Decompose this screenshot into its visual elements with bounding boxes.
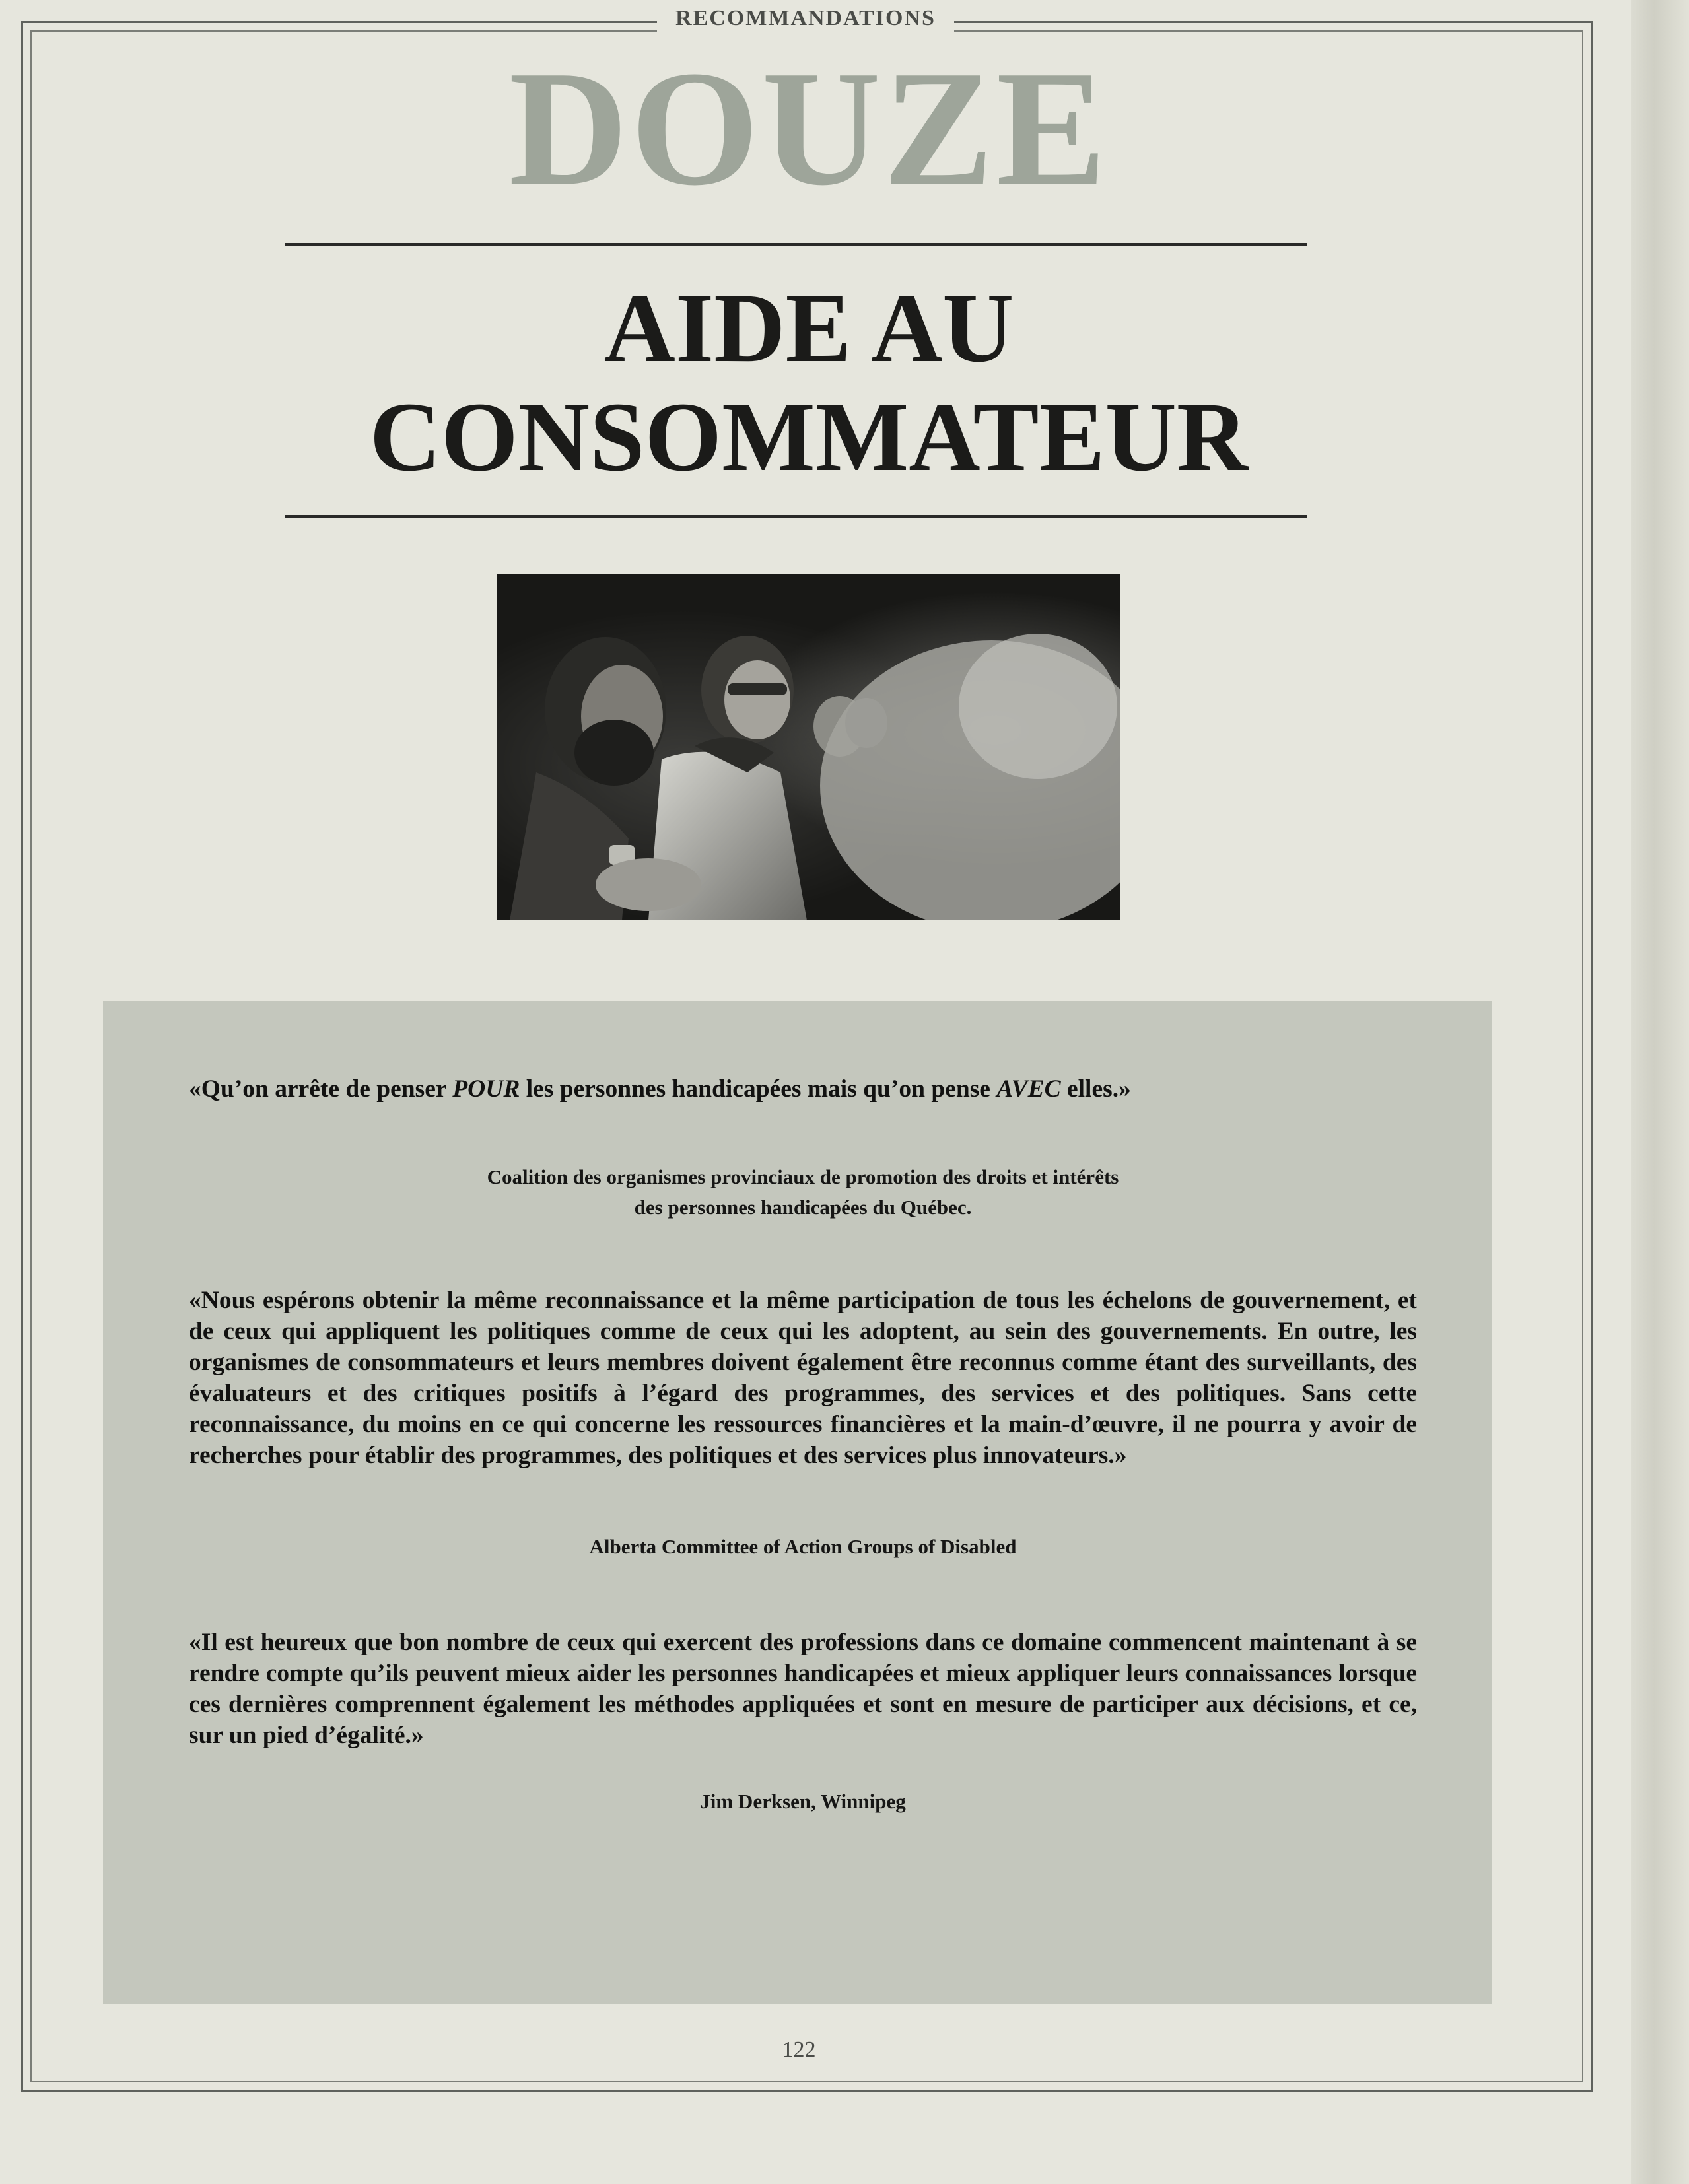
quote-1-emphasis-avec: AVEC bbox=[996, 1075, 1061, 1103]
quote-1-emphasis-pour: POUR bbox=[452, 1075, 520, 1103]
quote-2-text: «Nous espérons obtenir la même reconnaissance et la même participation de tous les échelons de gouvernement, et de ceux qui appliquent les politiques comme de ceux qui les adoptent, au sein des gouvernements. En outre, les organismes de consommateurs et leurs membres doivent également être reconnus comme étant des surveillants, des évaluateurs et des critiques positifs à l’égard des programmes, des services et des politiques. Sans cette reconnaissance, du moins en ce qui concerne les ressources financières et la main-d’œuvre, il ne pourra y avoir de recherches pour établir des programmes, des politiques et des services plus innovateurs.» bbox=[189, 1287, 1417, 1469]
quote-3-text: «Il est heureux que bon nombre de ceux qui exercent des professions dans ce domaine commencent maintenant à se rendre compte qu’ils peuvent mieux aider les personnes handicapées et mieux appliquer leurs connaissances lorsque ces dernières comprennent également les méthodes appliquées et sont en mesure de participer aux décisions, et ce, sur un pied d’égalité.» bbox=[189, 1629, 1417, 1749]
section-label: RECOMMANDATIONS bbox=[657, 4, 954, 33]
quote-1-part-5: elles.» bbox=[1060, 1075, 1131, 1103]
quote-2-source: Alberta Committee of Action Groups of Disabled bbox=[589, 1535, 1017, 1558]
quotes-panel bbox=[103, 1001, 1492, 2004]
page-number: 122 bbox=[753, 2033, 845, 2066]
quote-1-part-3: les personnes handicapées mais qu’on pense bbox=[520, 1075, 997, 1103]
page-title-line-2: CONSOMMATEUR bbox=[369, 382, 1249, 492]
photo-illustration bbox=[497, 574, 1120, 920]
quote-1-source-line-1: Coalition des organismes provinciaux de promotion des droits et intérêts bbox=[487, 1165, 1119, 1188]
title-rule-bottom bbox=[285, 515, 1307, 518]
photo-meeting-image bbox=[497, 574, 1120, 920]
quote-1-source-line-2: des personnes handicapées du Québec. bbox=[634, 1196, 972, 1219]
quote-1-text bbox=[189, 1074, 1417, 1105]
quote-1-part-1: «Qu’on arrête de penser bbox=[189, 1075, 453, 1103]
chapter-number: DOUZE bbox=[508, 37, 1109, 220]
title-rule-top bbox=[285, 243, 1307, 246]
quote-1-source bbox=[189, 1162, 1417, 1223]
page-title bbox=[0, 274, 1618, 492]
page-title-line-1: AIDE AU bbox=[603, 273, 1014, 383]
quote-3-source: Jim Derksen, Winnipeg bbox=[700, 1790, 906, 1813]
page-spine-shadow bbox=[1631, 0, 1689, 2184]
